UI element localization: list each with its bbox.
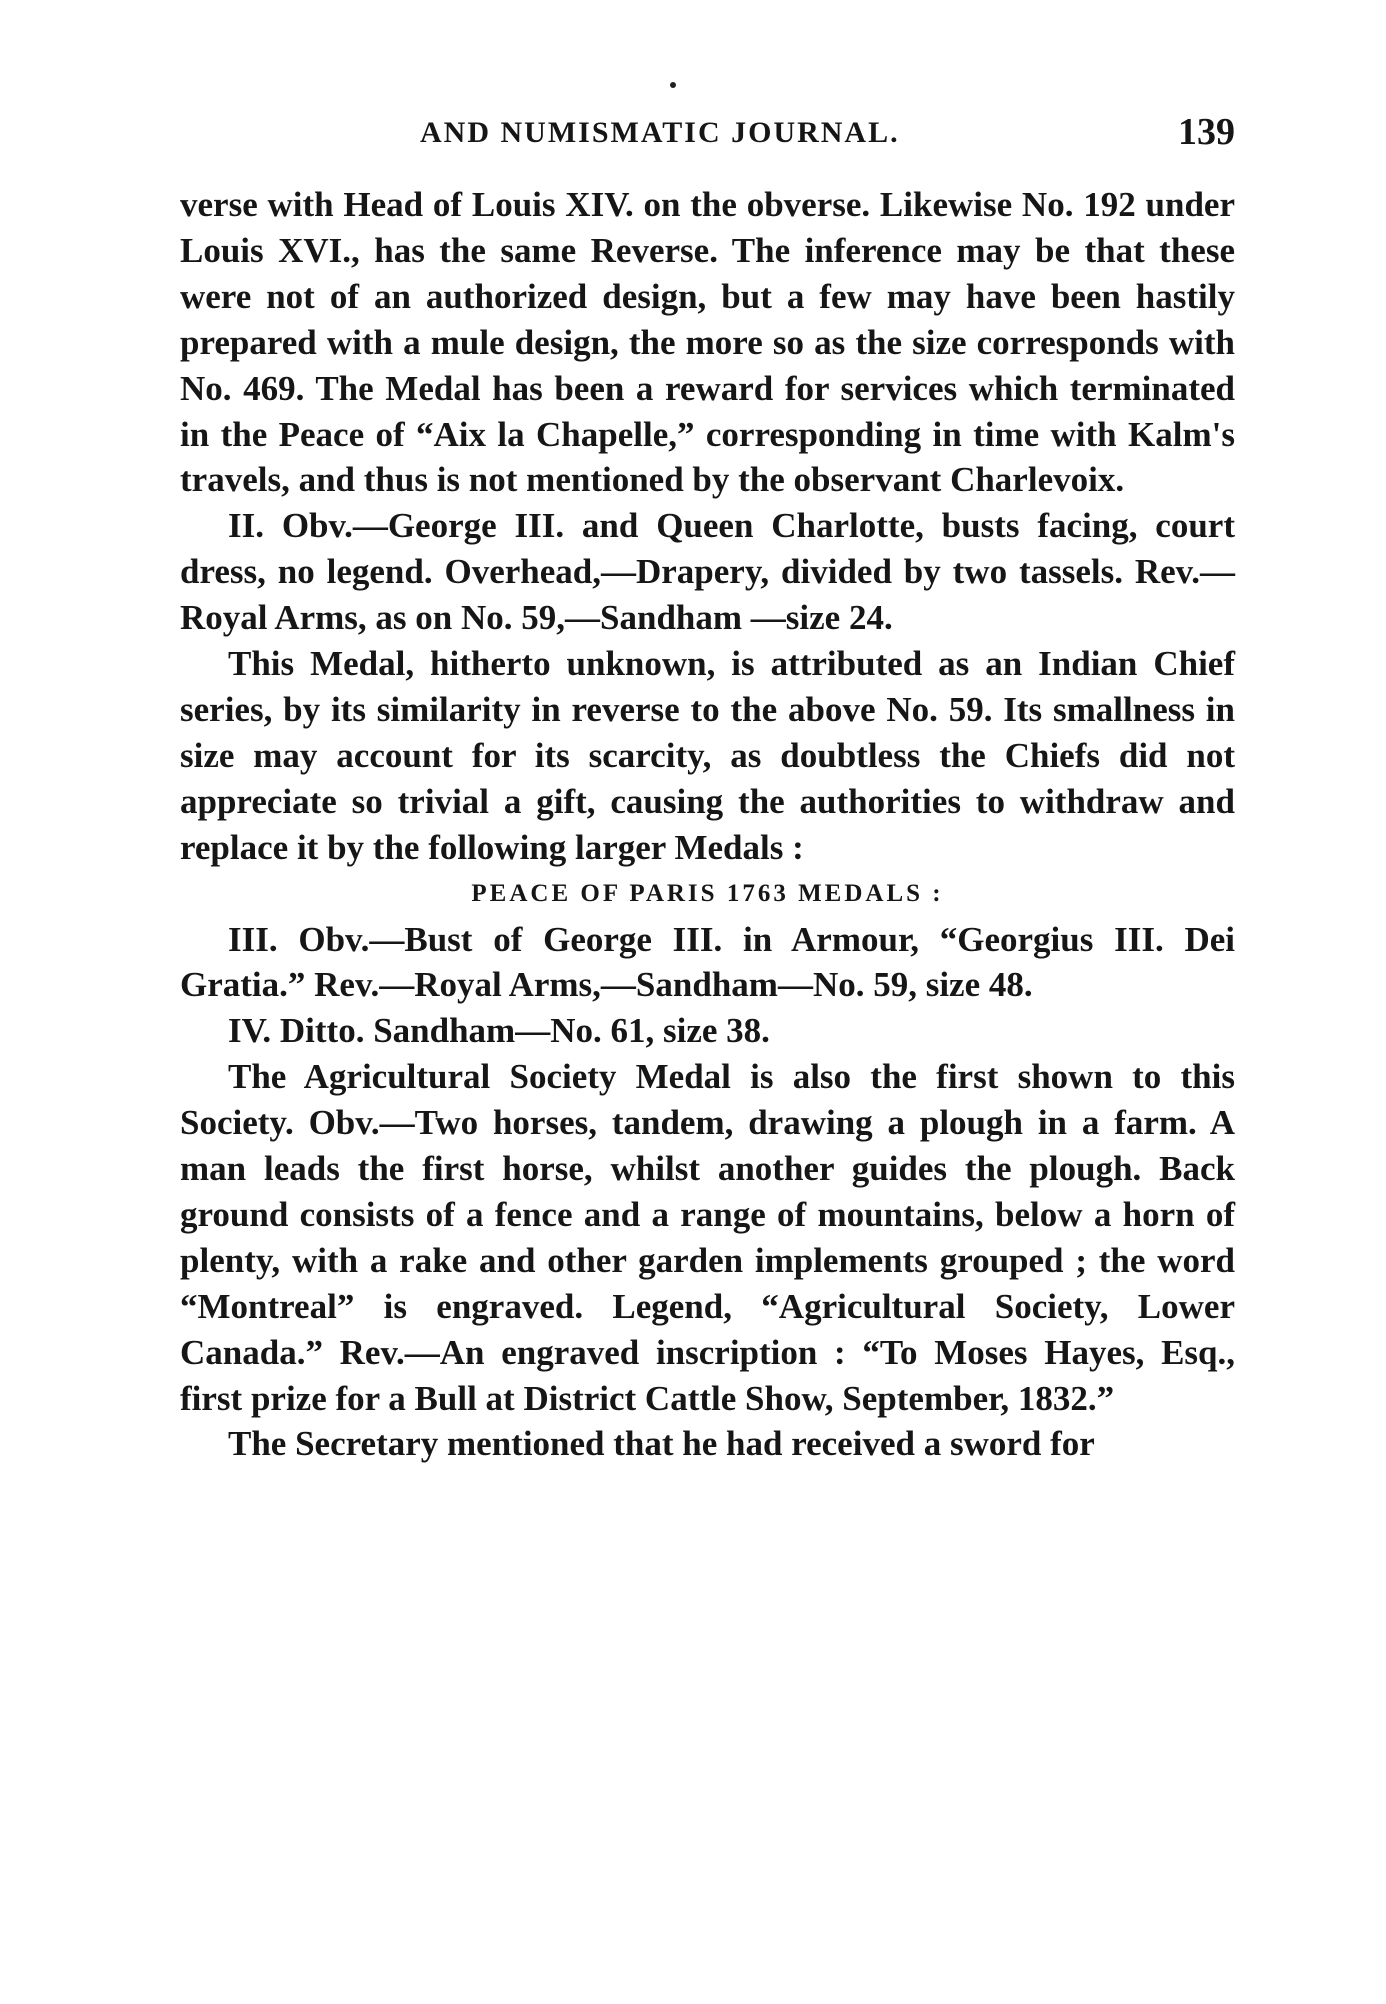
- printer-mark: [670, 82, 676, 88]
- page-number: 139: [1178, 111, 1235, 153]
- running-head: AND NUMISMATIC JOURNAL.: [420, 116, 900, 149]
- page-header: [180, 110, 1235, 160]
- paragraph-secretary: The Secretary mentioned that he had received a sword for: [228, 1424, 1095, 1464]
- paragraph-medal-iv: IV. Ditto. Sandham—No. 61, size 38.: [228, 1011, 770, 1051]
- paragraph-medal-iii: III. Obv.—Bust of George III. in Armour, “Georgius III. Dei Gratia.” Rev.—Royal Arms,—Sandham—No. 59, size 48.: [180, 919, 1235, 1005]
- paragraph-medal-ii: II. Obv.—George III. and Queen Charlotte, busts facing, court dress, no legend. Overhead,—Drapery, divided by two tassels. Rev.—Royal Arms, as on No. 59,—Sandham —size 24.: [180, 506, 1235, 638]
- paragraph-continued: verse with Head of Louis XIV. on the obverse. Likewise No. 192 under Louis XVI., has the same Reverse. The inference may be that these were not of an authorized design, but a few may have been hastily prepared with a mule design, the more so as the size corresponds with No. 469. The Medal has been a reward for services which terminated in the Peace of “Aix la Chapelle,” corresponding in time with Kalm's travels, and thus is not mentioned by the observant Charlevoix.: [180, 185, 1235, 500]
- section-heading: PEACE OF PARIS 1763 MEDALS :: [471, 879, 944, 907]
- paragraph-agricultural-medal: The Agricultural Society Medal is also the first shown to this Society. Obv.—Two horses, tandem, drawing a plough in a farm. A man leads the first horse, whilst another guides the plough. Back ground consists of a fence and a range of mountains, below a horn of plenty, with a rake and other garden implements grouped ; the word “Montreal” is engraved. Legend, “Agricultural Society, Lower Canada.” Rev.—An engraved inscription : “To Moses Hayes, Esq., first prize for a Bull at District Cattle Show, September, 1832.”: [180, 1057, 1235, 1418]
- paragraph-medal-ii-note: This Medal, hitherto unknown, is attributed as an Indian Chief series, by its similarity in reverse to the above No. 59. Its smallness in size may account for its scarcity, as doubtless the Chiefs did not appreciate so trivial a gift, causing the authorities to withdraw and replace it by the following larger Medals :: [180, 644, 1235, 867]
- body-text: [180, 182, 1235, 1467]
